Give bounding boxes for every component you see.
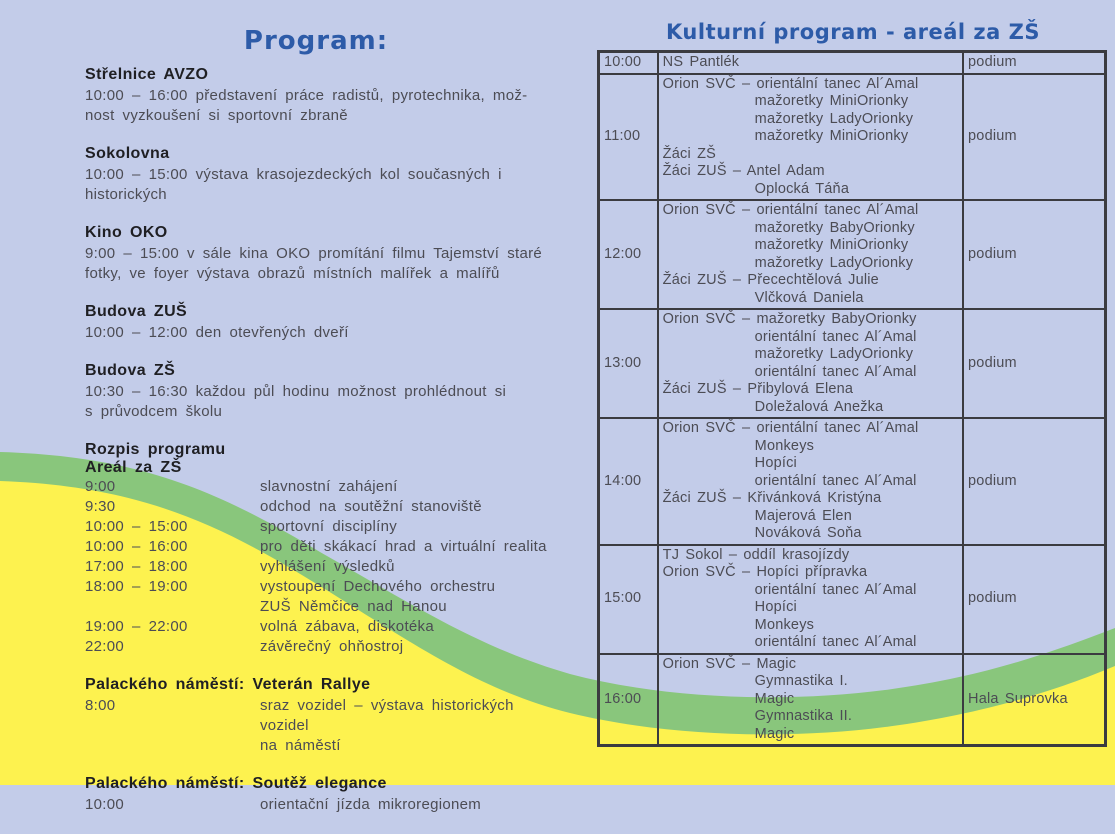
- performance-line: mažoretky LadyOrionky: [754, 254, 914, 271]
- schedule-desc: slavnostní zahájení: [260, 478, 398, 495]
- table-venue-cell: Hala Suprovka: [963, 654, 1105, 746]
- table-time-cell: 10:00: [599, 52, 658, 74]
- performance-line: Orion SVČ – Hopíci přípravka: [662, 564, 868, 580]
- table-row: [599, 418, 1106, 545]
- schedule-row: [85, 577, 547, 597]
- performance-line: mažoretky LadyOrionky: [754, 346, 914, 362]
- schedule-row: [85, 617, 547, 637]
- table-program-cell: [658, 309, 963, 418]
- schedule-desc: orientační jízda mikroregionem: [260, 796, 482, 813]
- schedule-heading-1: Rozpis programu: [85, 441, 226, 458]
- schedule-row: [85, 557, 547, 577]
- table-row: [599, 545, 1106, 654]
- venue-section: [85, 66, 547, 126]
- performance-line: Hopíci: [754, 599, 797, 615]
- venue-line: nost vyzkoušení si sportovní zbraně: [85, 107, 348, 124]
- performance-line: Magic: [754, 725, 795, 742]
- performance-line: Magic: [754, 690, 795, 707]
- venue-section: [85, 303, 547, 343]
- performance-line: mažoretky MiniOrionky: [754, 237, 909, 253]
- table-program-cell: [658, 74, 963, 201]
- schedule-row: [85, 517, 547, 537]
- schedule-desc: na náměstí: [260, 737, 341, 754]
- venue-line: 10:00 – 12:00 den otevřených dveří: [85, 324, 349, 341]
- event-block: [85, 775, 547, 815]
- schedule-row: [85, 537, 547, 557]
- performance-line: mažoretky BabyOrionky: [754, 219, 915, 236]
- event-block: [85, 676, 547, 756]
- schedule-desc: vyhlášení výsledků: [260, 558, 395, 575]
- table-program-cell: [658, 418, 963, 545]
- performance-line: Orion SVČ – orientální tanec Al´Amal: [662, 420, 919, 436]
- table-venue-cell: podium: [963, 52, 1105, 74]
- schedule-time: [85, 597, 260, 617]
- table-program-cell: [658, 200, 963, 309]
- schedule-desc: pro děti skákací hrad a virtuální realita: [260, 538, 547, 555]
- schedule-time: 18:00 – 19:00: [85, 578, 188, 595]
- venue-heading: Kino OKO: [85, 224, 168, 241]
- schedule-block: [85, 441, 547, 657]
- venue-line: 10:00 – 15:00 výstava krasojezdeckých kol současných i historických: [85, 166, 502, 203]
- performance-line: Vlčková Daniela: [754, 289, 864, 306]
- table-venue-cell: podium: [963, 418, 1105, 545]
- table-venue-cell: podium: [963, 309, 1105, 418]
- table-time-cell: 13:00: [599, 309, 658, 418]
- performance-line: Majerová Elen: [754, 507, 852, 524]
- schedule-time: 8:00: [85, 697, 116, 714]
- venue-heading: Budova ZŠ: [85, 362, 176, 379]
- kultur-table: [597, 50, 1107, 747]
- schedule-desc: ZUŠ Němčice nad Hanou: [260, 598, 447, 615]
- performance-line: Orion SVČ – Magic: [662, 655, 797, 672]
- venue-line: 9:00 – 15:00 v sále kina OKO promítání filmu Tajemství staré: [85, 245, 543, 262]
- table-row: [599, 52, 1106, 74]
- performance-line: Žáci ZUŠ – Křivánková Kristýna: [662, 490, 882, 506]
- table-time-cell: 11:00: [599, 74, 658, 201]
- venue-sections: [85, 66, 547, 422]
- table-time-cell: 15:00: [599, 545, 658, 654]
- schedule-time: 10:00: [85, 796, 125, 813]
- schedule-heading-2: Areál za ZŠ: [85, 459, 182, 476]
- event-blocks: [85, 676, 547, 815]
- schedule-row: [85, 497, 547, 517]
- kultur-title: Kulturní program - areál za ZŠ: [666, 20, 1040, 44]
- venue-section: [85, 362, 547, 422]
- schedule-row: [85, 696, 547, 736]
- schedule-time: 9:30: [85, 498, 116, 515]
- schedule-desc: sraz vozidel – výstava historických vozidel: [260, 697, 514, 734]
- table-time-cell: 14:00: [599, 418, 658, 545]
- performance-line: Gymnastika I.: [754, 673, 848, 689]
- event-heading: Palackého náměstí: Veterán Rallye: [85, 676, 371, 693]
- venue-line: s průvodcem školu: [85, 403, 223, 420]
- performance-line: Orion SVČ – orientální tanec Al´Amal: [662, 75, 919, 92]
- performance-line: orientální tanec Al´Amal: [754, 328, 917, 345]
- table-venue-cell: podium: [963, 74, 1105, 201]
- performance-line: mažoretky LadyOrionky: [754, 110, 914, 127]
- table-venue-cell: podium: [963, 545, 1105, 654]
- table-program-cell: [658, 654, 963, 746]
- venue-heading: Sokolovna: [85, 145, 170, 162]
- schedule-rows: [85, 477, 547, 657]
- venue-line: 10:00 – 16:00 představení práce radistů, pyrotechnika, mož-: [85, 87, 528, 104]
- performance-line: Žáci ZUŠ – Přecechtělová Julie: [662, 272, 879, 288]
- schedule-time: 22:00: [85, 638, 125, 655]
- schedule-desc: odchod na soutěžní stanoviště: [260, 498, 482, 515]
- table-row: [599, 654, 1106, 746]
- schedule-time: 9:00: [85, 478, 116, 495]
- performance-line: mažoretky MiniOrionky: [754, 93, 909, 109]
- venue-heading: Střelnice AVZO: [85, 66, 209, 83]
- venue-section: [85, 224, 547, 284]
- performance-line: mažoretky MiniOrionky: [754, 128, 909, 144]
- table-program-cell: [658, 52, 963, 74]
- schedule-row: [85, 736, 547, 756]
- performance-line: Nováková Soňa: [754, 525, 862, 541]
- program-title: Program:: [243, 26, 389, 56]
- table-row: [599, 74, 1106, 201]
- venue-heading: Budova ZUŠ: [85, 303, 188, 320]
- performance-line: Oplocká Táňa: [754, 180, 850, 197]
- schedule-desc: sportovní disciplíny: [260, 518, 398, 535]
- schedule-desc: závěrečný ohňostroj: [260, 638, 404, 655]
- schedule-desc: vystoupení Dechového orchestru: [260, 578, 496, 595]
- table-time-cell: 12:00: [599, 200, 658, 309]
- performance-line: Monkeys: [754, 437, 815, 454]
- performance-line: orientální tanec Al´Amal: [754, 472, 917, 489]
- performance-line: Hopíci: [754, 455, 797, 471]
- kultur-column: [597, 20, 1109, 747]
- table-row: [599, 309, 1106, 418]
- performance-line: Žáci ZUŠ – Antel Adam: [662, 163, 825, 179]
- table-program-cell: [658, 545, 963, 654]
- schedule-desc: volná zábava, diskotéka: [260, 618, 434, 635]
- event-heading: Palackého náměstí: Soutěž elegance: [85, 775, 387, 792]
- venue-line: fotky, ve foyer výstava obrazů místních malířek a malířů: [85, 265, 500, 282]
- schedule-time: 19:00 – 22:00: [85, 618, 188, 635]
- performance-line: NS Pantlék: [662, 54, 740, 70]
- schedule-time: 17:00 – 18:00: [85, 558, 188, 575]
- performance-line: Monkeys: [754, 616, 815, 633]
- schedule-row: [85, 477, 547, 497]
- schedule-time: [85, 736, 260, 756]
- performance-line: orientální tanec Al´Amal: [754, 581, 917, 598]
- table-row: [599, 200, 1106, 309]
- schedule-row: [85, 597, 547, 617]
- performance-line: orientální tanec Al´Amal: [754, 634, 917, 650]
- performance-line: Žáci ZUŠ – Přibylová Elena: [662, 381, 854, 397]
- venue-line: 10:30 – 16:30 každou půl hodinu možnost prohlédnout si: [85, 383, 507, 400]
- venue-section: [85, 145, 547, 205]
- schedule-time: 10:00 – 15:00: [85, 518, 188, 535]
- schedule-time: 10:00 – 16:00: [85, 538, 188, 555]
- performance-line: Orion SVČ – orientální tanec Al´Amal: [662, 202, 919, 218]
- performance-line: Doležalová Anežka: [754, 398, 884, 415]
- performance-line: Žáci ZŠ: [662, 145, 717, 162]
- schedule-row: [85, 795, 547, 815]
- table-venue-cell: podium: [963, 200, 1105, 309]
- schedule-row: [85, 637, 547, 657]
- performance-line: Orion SVČ – mažoretky BabyOrionky: [662, 311, 917, 327]
- program-column: [85, 26, 547, 834]
- performance-line: orientální tanec Al´Amal: [754, 363, 917, 380]
- table-time-cell: 16:00: [599, 654, 658, 746]
- performance-line: Gymnastika II.: [754, 708, 853, 724]
- performance-line: TJ Sokol – oddíl krasojízdy: [662, 546, 850, 563]
